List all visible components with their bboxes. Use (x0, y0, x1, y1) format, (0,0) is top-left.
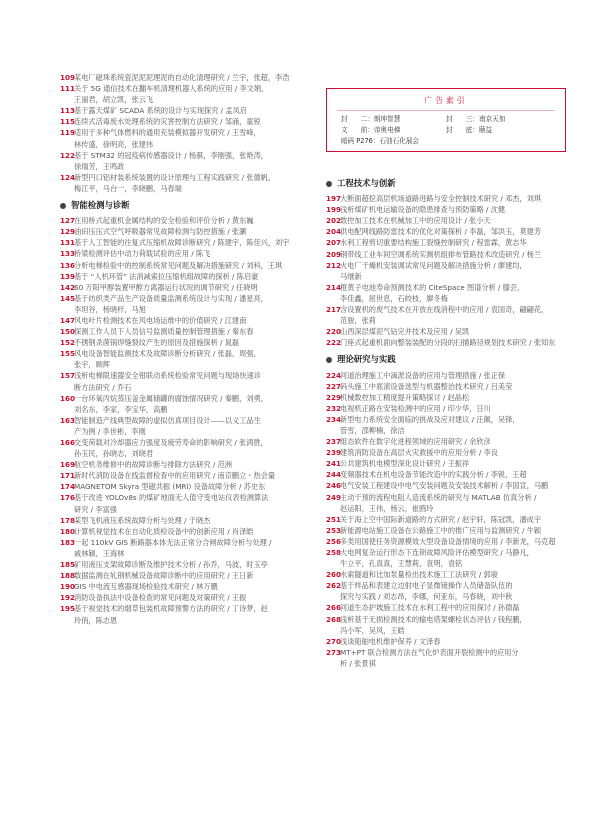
entry-title: 油田压压式空气呼吸器常见故障检测与防控措施 / 张灏 (74, 227, 247, 237)
toc-entry[interactable] (326, 260, 566, 271)
page-number: 185 (60, 560, 76, 570)
page-number: 217 (326, 305, 342, 315)
toc-entry[interactable] (60, 260, 310, 271)
section-heading-smart (60, 200, 310, 211)
entry-title: 变频器技术在机电设备节能改造中的实践分析 / 李锐，王超 (340, 470, 527, 480)
toc-entry[interactable] (60, 592, 310, 603)
toc-entry[interactable] (60, 94, 310, 105)
ad-index-cell: 暗码 P276：石油石化展会 (341, 137, 420, 145)
entry-title: 大电网复杂运行形态下连锁故障风险评估模型研究 / 马静凡， (340, 548, 534, 557)
toc-entry[interactable] (60, 537, 310, 548)
toc-entry[interactable] (60, 172, 310, 183)
page-number: 145 (60, 293, 76, 303)
entry-title: 马继新 (340, 271, 362, 281)
page-number: 199 (326, 205, 342, 215)
toc-entry[interactable] (326, 614, 566, 625)
toc-entry[interactable] (60, 226, 310, 237)
page-number: 268 (326, 614, 342, 624)
entry-title: 王丽君，胡立凯，张云飞 (74, 95, 154, 105)
entry-title: 钢带线工业车间空调系统实测机组排布管路技术改造研究 / 杨兰 (340, 249, 542, 259)
entry-title: 关于 5G 通信技术在翻车机清理机器人系统的应用 / 李文娟， (74, 84, 269, 94)
entry-title: 浅析基于无损检测技术的输电塔架螺栓状态评估 / 钱程鹏， (340, 614, 527, 624)
entry-title: 探究与实践 / 刘志昂，李娜，何亚东，马春晓，刘中秋 (340, 592, 513, 602)
toc-entry[interactable] (326, 414, 566, 425)
toc-entry[interactable] (60, 526, 310, 537)
toc-entry[interactable] (60, 348, 310, 359)
entry-title: 公共建筑机电模型深化设计研究 / 王振祥 (340, 459, 470, 469)
toc-entry[interactable] (60, 515, 310, 526)
page-number: 270 (326, 636, 342, 646)
toc-entry[interactable] (326, 370, 566, 381)
toc-entry[interactable] (326, 492, 566, 503)
entry-title: 水利工程剪切重要结构施工裂缝控制研究 / 程雷霖，黄志华 (340, 238, 527, 248)
page-number (60, 183, 74, 194)
page-number (60, 161, 74, 172)
toc-entry[interactable] (60, 559, 310, 570)
page-number: 212 (326, 260, 342, 270)
entry-title: 组态软件在数字化进程领域的应用研究 / 余欣彦 (340, 437, 491, 447)
page-number: 202 (326, 216, 342, 226)
entry-title: 多类用国使任务资源模效大型设备设备情境的应用 / 李新龙，马克超 (340, 536, 556, 546)
page-number: 113 (60, 106, 76, 116)
entry-title: 桥梁检测评估中动力荷载试验的应用 / 陈飞 (74, 249, 211, 259)
toc-entry[interactable] (60, 304, 310, 315)
page-number (60, 382, 74, 393)
toc-entry[interactable] (60, 271, 310, 282)
entry-title: 冯小军，吴风，王皓 (340, 625, 405, 635)
toc-entry[interactable] (326, 602, 566, 613)
entry-title: 一起 110kV GIS 断路器本体无法正常分合闸故障分析与处理 / (74, 537, 272, 547)
toc-left-column (60, 72, 310, 626)
entry-title: 航空机务维修中的故障诊断与排除方法研究 / 范洲 (74, 460, 232, 470)
toc-entry[interactable] (326, 625, 566, 636)
page-number: 163 (60, 415, 76, 425)
entry-title: 基于纺织类产品生产设备质量监测系统设计与实现 / 潘星亮， (74, 293, 268, 303)
page-number: 222 (326, 338, 342, 348)
toc-entry[interactable] (326, 458, 566, 469)
ad-index-row (341, 136, 551, 147)
page-number: 253 (326, 525, 342, 535)
page-number: 122 (60, 150, 76, 160)
ad-index-cell: 封 底：颐益 (446, 126, 493, 134)
entry-title: 新型円口铝材装系统装置的设计原理与工程实践研究 / 张德帆， (74, 172, 276, 182)
entry-title: 基于视觉技术的烟草包装机故障预警方法的研究 / 丁诗梦，赵 (74, 604, 268, 614)
entry-title: 智能制造产线典型故障的虚拟仿真项目设计——以义工品生 (74, 415, 261, 425)
ad-index-row (341, 125, 551, 136)
section-title: 理论研究与实践 (337, 354, 396, 365)
entry-title: 浅析煤矿机电运输设备的隐患排查与预防策略 / 沈健 (340, 205, 506, 215)
bullet-dot-icon (60, 203, 66, 209)
page-number: 166 (60, 438, 76, 447)
page-number: 234 (326, 414, 342, 424)
entry-title: 刘名东，李家，李宝华，高鹏 (74, 404, 168, 414)
toc-entry[interactable] (60, 459, 310, 470)
page-number: 178 (60, 515, 76, 525)
toc-entry[interactable] (60, 370, 310, 381)
page-number: 183 (60, 537, 76, 547)
toc-entry[interactable] (326, 392, 566, 403)
toc-entry[interactable] (326, 558, 566, 569)
entry-title: 在用桥式起重机金属结构的安全检验和评价分析 / 黄东巍 (74, 216, 254, 226)
page-number: 262 (326, 581, 342, 591)
toc-entry[interactable] (326, 591, 566, 602)
toc-entry[interactable] (326, 569, 566, 580)
page-number (326, 425, 340, 436)
entry-title: 火电厂干燥机安装调试常见问题及解决措施分析 / 廖建均， (340, 260, 527, 270)
page-number (326, 558, 340, 569)
toc-entry[interactable] (60, 504, 310, 515)
entry-title: 玲俏，陈志恩 (74, 615, 118, 625)
toc-group-engineering (326, 193, 566, 348)
entry-title: 主动干预的流程电阻人造流系统的研究与 MATLAB 仿真分析 / (340, 492, 537, 502)
entry-title: 探测工作人员下人员信号监测质量控制管理措施 / 秦东春 (74, 327, 254, 337)
page-number: 155 (60, 349, 76, 359)
entry-title: 分析电梯检验中的控制系统常见问题及解决措施研究 / 刘科，王琪 (74, 260, 283, 270)
page-number: 273 (326, 647, 342, 657)
entry-title: 河道生态护坡施工技术在水利工程中的应用探讨 / 孙德磊 (340, 603, 520, 613)
entry-title: 关于海上空中国际新道路的方式研究 / 赵宇轩，陈冠凯，潘成宇 (340, 514, 542, 524)
toc-entry[interactable] (60, 150, 310, 161)
page-number (60, 615, 74, 626)
toc-entry[interactable] (60, 127, 310, 138)
entry-title: 门座式起重机面向整装装配的分段的扫描路径规划技术研究 / 张知东 (340, 338, 556, 348)
toc-entry[interactable] (60, 139, 310, 150)
ad-index-box (326, 88, 566, 152)
entry-title: 某型飞机液压系统故障分析与处理 / 于晓杰 (74, 515, 211, 525)
page-number: 244 (326, 470, 342, 480)
ad-index-rows (327, 111, 565, 150)
toc-entry[interactable] (60, 603, 310, 614)
entry-title: 计算机视觉技术在自动化质检设备中的创新应用 / 肖泽皓 (74, 526, 254, 536)
ad-index-cell: 文 前：帝奥电梯 (341, 126, 401, 134)
toc-entry[interactable] (60, 282, 310, 293)
entry-title: 连续式活毒废水处理系统的灾害控制方法研究 / 邹涌，童锐 (74, 117, 261, 127)
page-number: 249 (326, 492, 342, 502)
entry-title: 交变荷载对冷却器应力强度及疲劳寿命的影响研究 / 张鸿胜， (74, 438, 268, 447)
page-number: 246 (326, 481, 342, 491)
toc-entry[interactable] (60, 359, 310, 370)
toc-entry[interactable] (60, 581, 310, 592)
entry-title: 消防设备执法中设备检查的常见问题及对策研究 / 王振 (74, 593, 247, 603)
page-number: 188 (60, 571, 76, 581)
toc-entry[interactable] (326, 226, 566, 237)
toc-entry[interactable] (60, 105, 310, 116)
page-number: 150 (60, 327, 76, 337)
toc-group-smart (60, 215, 310, 625)
toc-entry[interactable] (60, 415, 310, 426)
entry-title: 基于人工智能的往复式压缩机故障诊断研究 / 陈建宇，陈佳兴，刘宇 (74, 238, 290, 248)
page-number: 129 (60, 227, 76, 237)
entry-title: 析 / 张景祺 (340, 658, 376, 668)
page-number: 209 (326, 249, 342, 259)
entry-title: 河道治理施工中滴淤设备的应用与管理措施 / 张正保 (340, 370, 506, 380)
page-number: 115 (60, 117, 76, 127)
toc-entry[interactable] (326, 580, 566, 591)
toc-entry[interactable] (326, 425, 566, 436)
page-number (326, 271, 340, 282)
page-number: 190 (60, 582, 76, 592)
entry-title: GIS 中电流互感器现场检验技术研究 / 林万鹏 (74, 582, 218, 592)
page-number (60, 139, 74, 150)
toc-entry[interactable] (326, 237, 566, 248)
entry-title: 矿用液压支架故障诊断及维护技术分析 / 孙乔，马波，时玉亭 (74, 560, 268, 570)
page-number: 127 (60, 216, 76, 226)
page-number: 109 (60, 73, 76, 82)
section-title: 智能检测与诊断 (71, 200, 130, 211)
entry-title: 产为例 / 李世彬，李刚 (74, 426, 146, 436)
page-number: 142 (60, 282, 76, 292)
toc-entry[interactable] (326, 271, 566, 282)
toc-entry[interactable] (326, 503, 566, 514)
toc-entry[interactable] (326, 480, 566, 491)
toc-entry[interactable] (326, 282, 566, 293)
entry-title: 戚林颖，王海林 (74, 548, 125, 558)
entry-title: 孙玉民，孙晓志，刘晓君 (74, 449, 154, 459)
toc-entry[interactable] (60, 215, 310, 226)
page-number (60, 548, 74, 559)
toc-entry[interactable] (60, 337, 310, 348)
entry-title: 新能源电站施工设备在公路施工中的推广应用与监测研究 / 牛颖 (340, 525, 542, 535)
entry-title: 基于 STM32 的冠疫病传感器设计 / 杨骐，李刚强，张艳涛， (74, 150, 268, 160)
toc-entry[interactable] (60, 161, 310, 172)
toc-entry[interactable] (60, 248, 310, 259)
page-number (326, 503, 340, 514)
page-number: 157 (60, 371, 76, 381)
toc-entry[interactable] (326, 525, 566, 536)
page-number: 111 (60, 84, 76, 94)
entry-title: 基于露天煤矿 SCADA 系统的设计与实现探究 / 孟凤启 (74, 106, 247, 116)
toc-entry[interactable] (60, 237, 310, 248)
page-number: 229 (326, 392, 342, 402)
toc-entry[interactable] (326, 304, 566, 315)
entry-title: 60 万阳甲醇装置甲醇方离器运行状况的调节研究 / 任晓明 (74, 282, 258, 292)
entry-title: 大断面超挖高层机场道路进路与安全控制技术研究 / 邓杰，刘琪 (340, 194, 542, 204)
entry-title: 供电配网线路防雷技术的优化对策探析 / 李磊，邹洪玉，莫建芳 (340, 227, 542, 237)
entry-title: 电视机正路在安装检测中的应用 / 印少华，日川 (340, 403, 491, 413)
toc-entry[interactable] (60, 116, 310, 127)
page-number (60, 426, 74, 437)
toc-entry[interactable] (326, 249, 566, 260)
toc-entry[interactable] (60, 404, 310, 415)
entry-title: 梅江平，马台一，李晓鹏，马春瑞 (74, 183, 182, 193)
page-number: 136 (60, 260, 76, 270)
toc-entry[interactable] (60, 83, 310, 94)
entry-title: 数控加工技术在机械加工中的应用设计 / 张小天 (340, 216, 491, 226)
entry-title: 赵运阳，王伟，杨云，崔鸥玲 (340, 503, 434, 513)
entry-title: 建筑消防设备在高层火灾救援中的应用分析 / 李良 (340, 448, 498, 458)
page-number: 239 (326, 448, 342, 458)
page-number: 147 (60, 315, 76, 325)
page-number (60, 448, 74, 459)
entry-title: 电气安装工程建设中电气安装问题及安装技术解析 / 李国宣，马鹏 (340, 481, 549, 491)
ad-index-cell: 封 三：南京天加 (446, 115, 506, 123)
toc-entry[interactable] (60, 393, 310, 404)
page-number: 152 (60, 338, 76, 348)
toc-entry[interactable] (326, 647, 566, 658)
entry-title: 管雪，邵柳楠，徐洁 (340, 425, 405, 435)
page-number: 220 (326, 327, 342, 337)
entry-title: 一台环氧丙烷蒸压釜金属储罐的腐蚀情况研究 / 秦鹏，刘勇， (74, 393, 268, 403)
entry-title: 基于样品和表建立边射电子显微镜操作人员储备队伍的 (340, 581, 513, 591)
page-number (60, 359, 74, 370)
entry-title: 机械数控加工精度提升策略探讨 / 赵晶松 (340, 392, 470, 402)
toc-entry[interactable] (326, 658, 566, 669)
ad-index-row (341, 114, 551, 125)
entry-title: 浅析电梯限速器安全钳联动系统检验常见问题与现场快速诊 (74, 371, 261, 381)
ad-index-cell (446, 136, 551, 147)
toc-entry[interactable] (60, 615, 310, 626)
toc-group-top (60, 72, 310, 194)
toc-entry[interactable] (326, 436, 566, 447)
toc-entry[interactable] (60, 470, 310, 481)
page-number (60, 504, 74, 515)
page-number: 251 (326, 514, 342, 524)
entry-title: 牛立平，孔真真，王慧莉，袁明，袁铭 (340, 559, 463, 569)
entry-title: 李佳鑫，屈世息，石皎枝，廖冬梅 (340, 293, 448, 303)
toc-entry[interactable] (326, 447, 566, 458)
toc-entry[interactable] (326, 514, 566, 525)
entry-title: 水索隧道和比加泵量检出技术施工工法研究 / 郭骏 (340, 570, 498, 580)
entry-title: MT+PT 联合检测方法在气化炉表面开裂检测中的应用分 (340, 647, 519, 657)
entry-title: 不锈钢杀菌锅焊缝裂纹产生的原因及措施探析 / 晁磊 (74, 338, 240, 348)
page-number (326, 658, 340, 669)
bullet-dot-icon (326, 357, 332, 363)
ad-index-cell: 封 二：朗坤智慧 (341, 115, 401, 123)
toc-entry[interactable] (326, 337, 566, 348)
page-number (60, 94, 74, 105)
toc-entry[interactable] (326, 193, 566, 204)
page-number: 131 (60, 238, 76, 248)
ad-index-title: 广告索引 (337, 95, 555, 111)
entry-title: 含设置机的废气技术在开放在线消程中的应用 / 袁国奇，翩翩花， (340, 305, 549, 315)
toc-entry[interactable] (326, 403, 566, 414)
entry-title: 新型电力系统安全面临的挑战及应对建议 / 汪佩，吴锋， (340, 414, 520, 424)
toc-entry[interactable] (326, 293, 566, 304)
entry-title: 橙黄子电池寿命预测技术的 CiteSpace 图谱分析 / 滕芸， (340, 282, 525, 292)
page-number (60, 404, 74, 415)
entry-title: 数据监测在轧钢机械设备故障诊断中的应用研究 / 王日新 (74, 571, 254, 581)
entry-title: 范骏，张莉 (340, 316, 376, 326)
page-number: 266 (326, 603, 342, 613)
entry-title: 风电叶片检测技术在风电场运维中的价值研究 / 江建南 (74, 315, 247, 325)
toc-entry[interactable] (60, 437, 310, 448)
page-number: 214 (326, 282, 342, 292)
page-number: 174 (60, 482, 76, 492)
page-number: 180 (60, 526, 76, 536)
entry-title: 适用于多种气体燃料的通用充装模拟器开发研究 / 王雪峰， (74, 128, 261, 138)
page-number: 119 (60, 128, 76, 138)
page-number: 139 (60, 271, 76, 281)
page-number: 241 (326, 459, 342, 469)
toc-entry[interactable] (60, 481, 310, 492)
page-number: 237 (326, 437, 342, 447)
entry-title: 山西深层煤泥气钻完井技术及应用 / 吴凯 (340, 327, 470, 337)
toc-entry[interactable] (60, 570, 310, 581)
section-title: 工程技术与创新 (337, 178, 396, 188)
entry-title: 基于改进 YOLOv8s 的煤矿地面无人值守变电站仪表检测算法 (74, 493, 269, 503)
page-number (326, 591, 340, 602)
toc-entry[interactable] (60, 183, 310, 194)
toc-group-theory (326, 370, 566, 670)
page-number: 176 (60, 493, 76, 503)
page-number: 160 (60, 393, 76, 403)
page-number: 171 (60, 471, 76, 481)
entry-title: 徐瑞芳，王鸣政 (74, 161, 125, 171)
page-number: 204 (326, 227, 342, 237)
page-number: 133 (60, 249, 76, 259)
toc-entry[interactable] (60, 72, 310, 83)
page-number: 224 (326, 370, 342, 380)
toc-right-column (326, 172, 566, 669)
section-heading-engineering (326, 178, 566, 189)
toc-entry[interactable] (326, 315, 566, 326)
toc-entry[interactable] (326, 547, 566, 558)
entry-title: 风电设备智能监测技术及故障诊断分析研究 / 张磊，周强， (74, 349, 261, 359)
entry-title: 张宇，顾辉 (74, 360, 110, 370)
toc-entry[interactable] (326, 326, 566, 337)
page-number: 260 (326, 570, 342, 580)
page-number (326, 293, 340, 304)
entry-title: 基于 “人机环管” 法消减索拉压缩机组故障的探析 / 陈启豪 (74, 271, 259, 281)
page-number: 195 (60, 604, 76, 614)
toc-entry[interactable] (60, 448, 310, 459)
page-number: 169 (60, 460, 76, 470)
page-number: 207 (326, 238, 342, 248)
entry-title: 断方法研究 / 乔石 (74, 382, 132, 392)
entry-title: 新时代消防设备在线监督检查中的应用研究 / 南京鹏立・热会量 (74, 471, 276, 481)
page-number (326, 315, 340, 326)
toc-entry[interactable] (326, 636, 566, 647)
page-number: 197 (326, 194, 342, 204)
toc-entry[interactable] (60, 382, 310, 393)
page-number: 227 (326, 381, 342, 391)
bullet-dot-icon (326, 181, 332, 187)
page-number: 258 (326, 548, 342, 557)
toc-entry[interactable] (60, 326, 310, 337)
toc-entry[interactable] (326, 204, 566, 215)
toc-entry[interactable] (60, 492, 310, 503)
page-number: 232 (326, 403, 342, 413)
section-heading-theory (326, 354, 566, 365)
toc-entry[interactable] (60, 426, 310, 437)
page-number: 192 (60, 593, 76, 603)
entry-title: MAGNETOM Skyra 型磁共振 (MRI) 设备故障分析 / 苏史东 (74, 482, 266, 492)
entry-title: 林传盛，徐明亮，张建伟 (74, 139, 154, 149)
toc-entry[interactable] (60, 548, 310, 559)
entry-title: 浅谈船舶电机维护保养 / 文泽春 (340, 636, 441, 646)
entry-title: 研究 / 李富强 (74, 504, 117, 514)
toc-entry[interactable] (326, 215, 566, 226)
toc-entry[interactable] (60, 293, 310, 304)
entry-title: 李坦谷，杨晓杆，马旭 (74, 304, 146, 314)
page-number (326, 625, 340, 636)
page-number: 256 (326, 536, 342, 546)
page-number: 124 (60, 172, 76, 182)
entry-title: 码头施工中底滚设备选型与机器整治技术研究 / 吕美莹 (340, 381, 513, 391)
entry-title: 某电厂磁珠系统瓷泥泥泥理泥的自动化清理研究 / 兰宇，张超，李浩 (74, 73, 290, 82)
toc-entry[interactable] (60, 315, 310, 326)
toc-entry[interactable] (326, 469, 566, 480)
page-number (60, 304, 74, 315)
toc-entry[interactable] (326, 381, 566, 392)
toc-entry[interactable] (326, 536, 566, 547)
